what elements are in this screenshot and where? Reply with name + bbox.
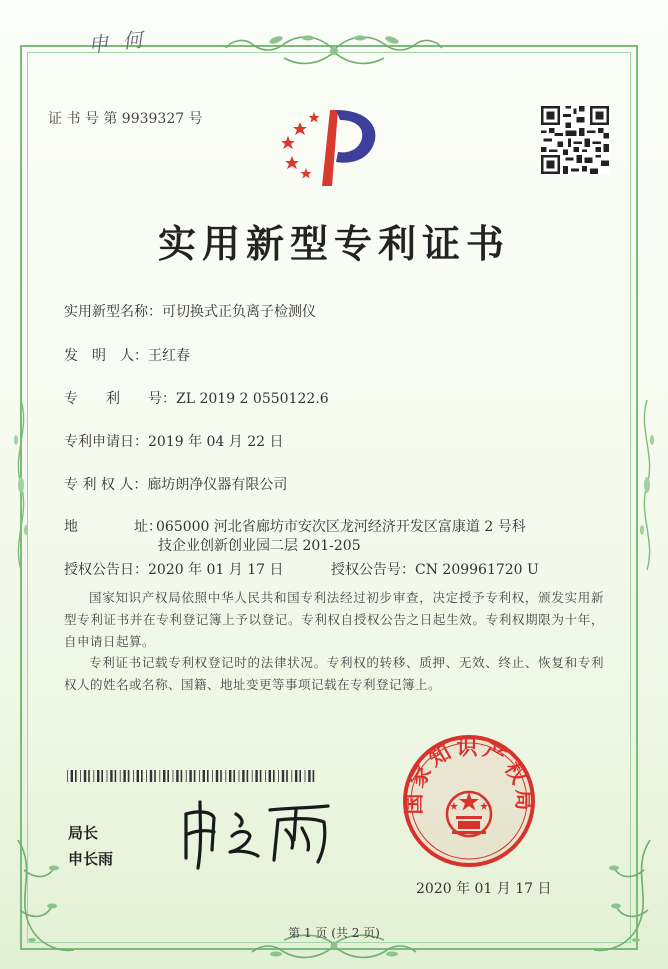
left-side-ornament-icon [10, 400, 32, 570]
field-address-continued: 技企业创新创业园二层 201-205 [158, 538, 361, 554]
seal-date: 2020 年 01 月 17 日 [416, 881, 552, 897]
official-seal-icon [400, 732, 538, 870]
field-value: 可切换式正负离子检测仪 [162, 304, 316, 320]
certificate-number: 证 书 号 第 9939327 号 [48, 111, 203, 127]
certificate-title: 实用新型专利证书 [157, 221, 510, 266]
field-label: 实用新型名称： [64, 304, 162, 320]
qr-code-icon [541, 106, 609, 174]
field-value: 廊坊朗净仪器有限公司 [147, 477, 288, 493]
field-value: 2019 年 04 月 22 日 [148, 434, 284, 450]
official-name: 申长雨 [68, 850, 114, 868]
field-label: 专利申请日： [64, 434, 148, 450]
field-value: ZL 2019 2 0550122.6 [176, 391, 329, 407]
statement-paragraph-2: 专利证书记载专利权登记时的法律状况。专利权的转移、质押、无效、终止、恢复和专利权人的姓名或名称、国籍、地址变更等事项记载在专利登记簿上。 [64, 655, 604, 692]
field-value: 王红春 [148, 348, 190, 364]
seal-text: 国家知识产权局 [401, 735, 537, 815]
field-label: 授权公告日： [64, 562, 148, 578]
field-patent-number [64, 388, 329, 408]
field-value: 2020 年 01 月 17 日 [148, 562, 284, 578]
field-filing-date [64, 431, 284, 451]
signature-icon [178, 800, 338, 870]
field-patentee [64, 474, 287, 494]
field-address [64, 516, 526, 536]
statement-paragraph-1: 国家知识产权局依照中华人民共和国专利法经过初步审查，决定授予专利权，颁发实用新型专利证书并在专利登记簿上予以登记。专利权自授权公告之日起生效。专利权期限为十年，自申请日起算。 [64, 590, 604, 649]
bottom-right-corner-ornament-icon [590, 840, 660, 960]
top-ornament-icon [218, 30, 450, 70]
right-side-ornament-icon [636, 400, 658, 570]
field-label: 授权公告号： [331, 562, 415, 578]
handwritten-annotation: 申 何 [87, 27, 148, 57]
field-utility-model-name [64, 301, 316, 321]
barcode-icon [67, 770, 319, 782]
field-label: 专 利 号： [64, 391, 176, 407]
field-inventor [64, 345, 190, 365]
field-label: 地 址： [64, 519, 162, 535]
page-number: 第 1 页 (共 2 页) [288, 926, 380, 940]
field-grant-date [64, 559, 284, 579]
patent-emblem-icon [278, 106, 382, 188]
field-value: 065000 河北省廊坊市安次区龙河经济开发区富康道 2 号科 [156, 519, 526, 535]
official-title: 局长 [68, 824, 99, 842]
field-value: CN 209961720 U [415, 562, 539, 578]
field-label: 发 明 人： [64, 348, 148, 364]
field-grant-number [331, 559, 539, 579]
field-label: 专 利 权 人： [64, 477, 148, 493]
